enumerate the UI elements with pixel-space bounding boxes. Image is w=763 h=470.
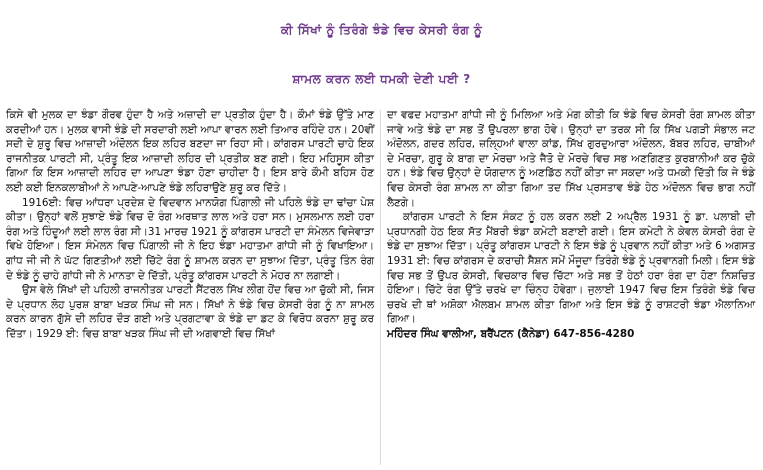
right-column <box>387 108 755 342</box>
paragraph: ਕਾਂਗਰਸ ਪਾਰਟੀ ਨੇ ਇਸ ਸੰਕਟ ਨੂੰ ਹਲ ਕਰਨ ਲਈ 2 ਅਪ੍ਰੈਲ 1931 ਨੂੰ ਡਾ. ਪਲਾਬੀ ਦੀ ਪ੍ਰਧਾਨਗੀ ਹੇਠ ਇਕ ਸੱਤ ਮੈਂਬਰੀ ਝੰਡਾ ਕਮੇਟੀ ਬਣਾਈ ਗਈ। ਇਸ ਕਮੇਟੀ ਨੇ ਕੇਵਲ ਕੇਸਰੀ ਰੰਗ ਦੇ ਝੰਡੇ ਦਾ ਸੁਝਾਅ ਦਿੱਤਾ। ਪ੍ਰੰਤੂ ਕਾਂਗਰਸ ਪਾਰਟੀ ਨੇ ਇਸ ਝੰਡੇ ਨੂੰ ਪ੍ਰਵਾਨ ਨਹੀਂ ਕੀਤਾ ਅਤੇ 6 ਅਗਸਤ 1931 ਈ: ਵਿਚ ਕਾਂਗਰਸ ਦੇ ਕਰਾਚੀ ਸੈਸ਼ਨ ਸਮੇਂ ਮੌਜੂਦਾ ਤਿਰੰਗੇ ਝੰਡੇ ਨੂੰ ਪ੍ਰਵਾਨਗੀ ਮਿਲੀ। ਇਸ ਝੰਡੇ ਵਿਚ ਸਭ ਤੋਂ ਉਪਰ ਕੇਸਰੀ, ਵਿਚਕਾਰ ਵਿਚ ਚਿੱਟਾ ਅਤੇ ਸਭ ਤੋਂ ਹੇਠਾਂ ਹਰਾ ਰੰਗ ਦਾ ਹੋਣਾ ਨਿਸ਼ਚਿਤ ਹੋਇਆ। ਚਿੱਟੇ ਰੰਗ ਉੱਤੇ ਚਰਖੇ ਦਾ ਚਿੰਨ੍ਹ ਹੋਵੇਗਾ। ਜੁਲਾਈ 1947 ਵਿਚ ਇਸ ਤਿਰੰਗੇ ਝੰਡੇ ਵਿਚ ਚਰਖੇ ਦੀ ਥਾਂ ਅਸ਼ੋਕਾ ਐਲਬਮ ਸ਼ਾਮਲ ਕੀਤਾ ਗਿਆ ਅਤੇ ਇਸ ਝੰਡੇ ਨੂੰ ਰਾਸ਼ਟਰੀ ਝੰਡਾ ਐਲਾਨਿਆ ਗਿਆ। <box>387 211 755 326</box>
paragraph: ਦਾ ਵਫਦ ਮਹਾਤਮਾ ਗਾਂਧੀ ਜੀ ਨੂੰ ਮਿਲਿਆ ਅਤੇ ਮੰਗ ਕੀਤੀ ਕਿ ਝੰਡੇ ਵਿਚ ਕੇਸਰੀ ਰੰਗ ਸ਼ਾਮਲ ਕੀਤਾ ਜਾਵੇ ਅਤੇ ਝੰਡੇ ਦਾ ਸਭ ਤੋਂ ਉਪਰਲਾ ਭਾਗ ਹੋਵੇ। ਉਨ੍ਹਾਂ ਦਾ ਤਰਕ ਸੀ ਕਿ ਸਿੱਖ ਪਗੜੀ ਸੰਭਾਲ ਜਟ ਅੰਦੋਲਨ, ਗਦਰ ਲਹਿਰ, ਜ਼ਲ੍ਹਿਆਂ ਵਾਲਾ ਕਾਂਡ, ਸਿੱਖ ਗੁਰਦੁਆਰਾ ਅੰਦੋਲਨ, ਬੱਬਰ ਲਹਿਰ, ਚਾਬੀਆਂ ਦੇ ਮੋਰਚਾ, ਗੁਰੂ ਕੇ ਬਾਗ ਦਾ ਮੋਰਚਾ ਅਤੇ ਜੈਤੋ ਦੇ ਮੋਰਚੇ ਵਿਚ ਸਭ ਅਣਗਿਣਤ ਕੁਰਬਾਨੀਆਂ ਕਰ ਚੁੱਕੇ ਹਨ। ਝੰਡੇ ਵਿਚ ਉਨ੍ਹਾਂ ਦੇ ਯੋਗਦਾਨ ਨੂੰ ਅਣਡਿੱਠ ਨਹੀਂ ਕੀਤਾ ਜਾ ਸਕਦਾ ਅਤੇ ਧਮਕੀ ਦਿੱਤੀ ਕਿ ਜੇ ਝੰਡੇ ਵਿਚ ਕੇਸਰੀ ਰੰਗ ਸ਼ਾਮਲ ਨਾ ਕੀਤਾ ਗਿਆ ਤਦ ਸਿੱਖ ਪ੍ਰਸਤਾਵ ਝੰਡੇ ਹੇਠ ਅੰਦੋਲਨ ਵਿਚ ਭਾਗ ਨਹੀਂ ਲੈਣਗੇ। <box>387 109 755 209</box>
headline-line-2: ਸ਼ਾਮਲ ਕਰਨ ਲਈ ਧਮਕੀ ਦੇਣੀ ਪਈ ? <box>292 72 471 86</box>
author-byline: ਮਹਿੰਦਰ ਸਿੰਘ ਵਾਲੀਆ, ਬਰੈਂਪਟਨ (ਕੈਨੇਡਾ) 647-856-4280 <box>387 327 635 340</box>
headline-line-1: ਕੀ ਸਿੱਖਾਂ ਨੂੰ ਤਿਰੰਗੇ ਝੰਡੇ ਵਿਚ ਕੇਸਰੀ ਰੰਗ ਨੂੰ <box>280 23 483 37</box>
paragraph: ਉਸ ਵੇਲੇ ਸਿੱਖਾਂ ਦੀ ਪਹਿਲੀ ਰਾਜਨੀਤਕ ਪਾਰਟੀ ਸੈਂਟਰਲ ਸਿੱਖ ਲੀਗ ਹੋਂਦ ਵਿਚ ਆ ਚੁੱਕੀ ਸੀ, ਜਿਸ ਦੇ ਪ੍ਰਧਾਨ ਲੋਹ ਪੁਰਸ਼ ਬਾਬਾ ਖੜਕ ਸਿੰਘ ਜੀ ਸਨ। ਸਿੱਖਾਂ ਨੇ ਝੰਡੇ ਵਿਚ ਕੇਸਰੀ ਰੰਗ ਨੂੰ ਨਾ ਸ਼ਾਮਲ ਕਰਨ ਕਾਰਨ ਗੁੱਸੇ ਦੀ ਲਹਿਰ ਦੌੜ ਗਈ ਅਤੇ ਪ੍ਰਗਟਾਵਾ ਕੇ ਝੰਡੇ ਦਾ ਡਟ ਕੇ ਵਿਰੋਧ ਕਰਨਾ ਸ਼ੁਰੂ ਕਰ ਦਿੱਤਾ। 1929 ਈ: ਵਿਚ ਬਾਬਾ ਖੜਕ ਸਿੰਘ ਜੀ ਦੀ ਅਗਵਾਈ ਵਿਚ ਸਿੱਖਾਂ <box>6 284 374 340</box>
paragraph: 1916ਈ: ਵਿਚ ਆਂਧਰਾ ਪ੍ਰਦੇਸ਼ ਦੇ ਵਿਦਵਾਨ ਮਾਨਯੋਗ ਪਿੰਗਾਲੀ ਜੀ ਪਹਿਲੇ ਝੰਡੇ ਦਾ ਢਾਂਚਾ ਪੇਸ਼ ਕੀਤਾ। ਉਨ੍ਹਾਂ ਵਲੋਂ ਸੁਝਾਏ ਝੰਡੇ ਵਿਚ ਦੋ ਰੰਗ ਅਰਥਾਤ ਲਾਲ ਅਤੇ ਹਰਾ ਸਨ। ਮੁਸਲਮਾਨ ਲਈ ਹਰਾ ਰੰਗ ਅਤੇ ਹਿੰਦੂਆਂ ਲਈ ਲਾਲ ਰੰਗ ਸੀ।31 ਮਾਰਚ 1921 ਨੂੰ ਕਾਂਗਰਸ ਪਾਰਟੀ ਦਾ ਸੰਮੇਲਨ ਵਿਜੇਵਾੜਾ ਵਿਖੇ ਹੋਇਆ। ਇਸ ਸੰਮੇਲਨ ਵਿਚ ਪਿੰਗਾਲੀ ਜੀ ਨੇ ਇਹ ਝੰਡਾ ਮਹਾਤਮਾ ਗਾਂਧੀ ਜੀ ਨੂੰ ਵਿਖਾਇਆ। ਗਾਂਧ ਜੀ ਜੀ ਨੇ ਘੱਟ ਗਿਣਤੀਆਂ ਲਈ ਚਿੱਟੇ ਰੰਗ ਨੂੰ ਸ਼ਾਮਲ ਕਰਨ ਦਾ ਸੁਝਾਅ ਦਿੱਤਾ, ਪ੍ਰੰਤੂ ਤਿੰਨ ਰੰਗ ਦੇ ਝੰਡੇ ਨੂੰ ਚਾਹੇ ਗਾਂਧੀ ਜੀ ਨੇ ਮਾਨਤਾ ਦੇ ਦਿੱਤੀ, ਪ੍ਰੰਤੂ ਕਾਂਗਰਸ ਪਾਰਟੀ ਨੇ ਮੋਹਰ ਨਾ ਲਗਾਈ। <box>6 196 374 282</box>
left-column <box>6 108 374 342</box>
paragraph: ਕਿਸੇ ਵੀ ਮੁਲਕ ਦਾ ਝੰਡਾ ਗੌਰਵ ਹੁੰਦਾ ਹੈ ਅਤੇ ਅਜ਼ਾਦੀ ਦਾ ਪ੍ਰਤੀਕ ਹੁੰਦਾ ਹੈ। ਕੌਮਾਂ ਝੰਡੇ ਉੱਤੇ ਮਾਣ ਕਰਦੀਆਂ ਹਨ। ਮੁਲਕ ਵਾਸੀ ਝੰਡੇ ਦੀ ਸਰਦਾਰੀ ਲਈ ਆਪਾ ਵਾਰਨ ਲਈ ਤਿਆਰ ਰਹਿੰਦੇ ਹਨ। 20ਵੀਂ ਸਦੀ ਦੇ ਸ਼ੁਰੂ ਵਿਚ ਆਜ਼ਾਦੀ ਅੰਦੋਲਨ ਇਕ ਲਹਿਰ ਬਣਦਾ ਜਾ ਰਿਹਾ ਸੀ। ਕਾਂਗਰਸ ਪਾਰਟੀ ਚਾਹੇ ਇਕ ਰਾਜਨੀਤਕ ਪਾਰਟੀ ਸੀ, ਪ੍ਰੰਤੂ ਇਕ ਆਜ਼ਾਦੀ ਲਹਿਰ ਦੀ ਪ੍ਰਤੀਕ ਬਣ ਗਈ। ਇਹ ਮਹਿਸੂਸ ਕੀਤਾ ਗਿਆ ਕਿ ਇਸ ਆਜ਼ਾਦੀ ਲਹਿਰ ਦਾ ਆਪਣਾ ਝੰਡਾ ਹੋਣਾ ਚਾਹੀਦਾ ਹੈ। ਇਸ ਬਾਰੇ ਕੌਮੀ ਬਹਿਸ ਹੋਣ ਲਈ ਕਈ ਇਨਕਲਾਬੀਆਂ ਨੇ ਆਪਣੇ-ਆਪਣੇ ਝੰਡੇ ਲਹਿਰਾਉਣੇ ਸ਼ੁਰੂ ਕਰ ਦਿੱਤੇ। <box>6 109 374 194</box>
column-divider <box>380 110 381 465</box>
